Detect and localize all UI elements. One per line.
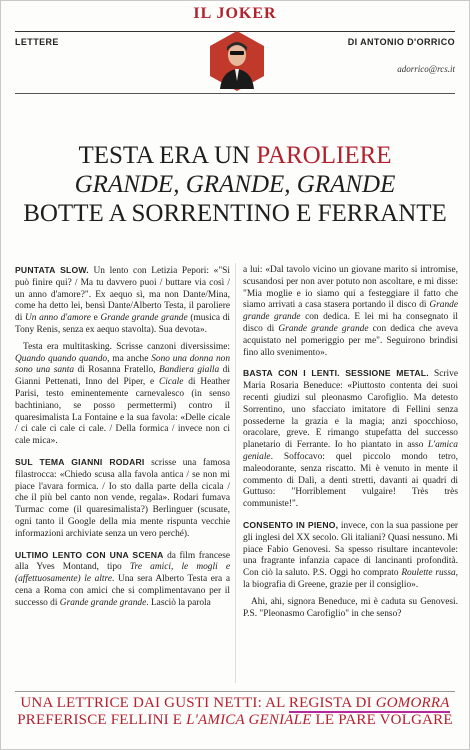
paragraph [15, 342, 230, 448]
text: (musica di Tony Renis, senza ex aequo stavolta). Sua devota». [15, 313, 230, 335]
section-label: LETTERE [15, 37, 59, 47]
headline-line-3: BOTTE A SORRENTINO E FERRANTE [23, 200, 447, 227]
headline-highlight: PAROLIERE [256, 142, 392, 169]
italic-title: Un anno d'amore [25, 313, 91, 324]
italic-title: Grande grande grande [59, 597, 147, 608]
text: LE PARE VOLGARE [311, 712, 453, 728]
italic-title: Roulette russa [401, 568, 456, 579]
column-title: IL JOKER [193, 5, 277, 22]
text: di Heather Parisi, testo eminentemente carnevalesco (in senso bachtiniano, se posso permettermi) contro il quaresimalista La Fontaine e la sua favola: «Delle cicale / ci cale ci cale ci cale. / Della formica / invece non ci cale mica». [15, 377, 230, 447]
pull-quote-line-2 [1, 712, 469, 729]
paragraph [243, 265, 458, 359]
paragraph-lead: SUL TEMA GIANNI RODARI [15, 456, 145, 467]
headline-line-2: GRANDE, GRANDE, GRANDE [74, 171, 396, 198]
italic-title: Sono una donna non sono una santa [15, 353, 231, 376]
text: e [90, 313, 101, 324]
column-divider [235, 263, 236, 683]
text: da film francese alla Yves Montand, tipo [15, 550, 230, 573]
text: Ahi, ahi, signora Beneduce, mi è caduta su Genovesi. P.S. "Pleonasmo Carofiglio" in che senso? [243, 596, 458, 619]
text: di Rosanna Fratello, [74, 365, 159, 376]
footer-rule [15, 691, 455, 692]
paragraph [15, 265, 230, 337]
text: scrisse una famosa filastrocca: «Chiedo scusa alla favola antica / se non mi piace l'avara formica. / Io sto dalla parte della cicala / che il più bel canto non vende, regala». Rodari fumava Turmac come (il quaresimalista?) Berlinguer (scusate, ogni tanto il Google della mia mente rispunta vecchie informazioni archiviate senza un vero perché). [15, 457, 230, 539]
paragraph [15, 550, 230, 610]
paragraph [15, 457, 230, 541]
headline-text: TESTA ERA UN [78, 142, 257, 169]
text: . Soffocavo: quel piccolo mondo tetro, maleodorante, senza riscatto. Mi è venuto in mente il commento di Dalì, a denti stretti, davanti ai quadri di Guttuso: "Horriblement vulgaire! Très très communiste!". [243, 451, 458, 510]
author-email: adorrico@rcs.it [397, 64, 455, 74]
paragraph [243, 597, 458, 621]
paragraph-lead: BASTA CON I LENTI. SESSIONE METAL. [243, 368, 429, 379]
text: invece, con la sua passione per gli inglesi del XX secolo. Gli italiani? Quasi nessuno. Mi piace Fabio Genovesi. Sa spesso risultare incantevole: una fragrante infanzia capace di lancinanti profondità. Con ciò la saluto. P.S. Oggi ho comprato [243, 520, 458, 579]
left-column [15, 265, 230, 615]
pull-quote-line-1 [1, 695, 469, 712]
text: con dedica. E lei mi ha consegnato il disco di [243, 312, 458, 334]
italic-title: Grande grande grande [100, 313, 188, 324]
paragraph [243, 368, 458, 511]
author-portrait [210, 31, 264, 91]
italic-title: Grande grande grande [278, 323, 369, 334]
italic-title: Tre amici, le mogli e (affettuosamente) le altre [15, 562, 230, 585]
text: PREFERISCE FELLINI E [17, 712, 187, 728]
text: REGISTA DI [288, 695, 376, 711]
italic-title: Quando quando quando [15, 353, 108, 364]
text: con dedica che aveva acquistato nel pomeriggio per me". Seguirono brindisi fino allo svenimento». [243, 323, 458, 358]
author-byline: DI ANTONIO D'ORRICO [347, 37, 455, 47]
paragraph [243, 520, 458, 592]
header-bottom-rule [15, 93, 455, 94]
pull-quote [1, 695, 469, 729]
italic-title: Cicale [158, 377, 184, 388]
italic-title: Grande grande grande [243, 300, 458, 323]
text: Scrive Maria Rosaria Beneduce: «Piuttosto contenta dei suoi recenti giudizi sul pleonasmo Carofiglio. Ma detesto Sorrentino, uno sfacciato imitatore di Fellini senza possederne la grazia e la magia; anzi spocchioso, oracolare, greve. E rimango stupefatta del successo planetario di Ferrante. Io ho piantato in asso [243, 369, 458, 451]
right-column [243, 265, 458, 625]
text: Un lento con Letizia Pepori: «"Si può finire qui? / Ma tu davvero puoi / buttare via così / un anno d'amore?". Ex aequo sì, ma non Dante/Mina, come ha detto lei, bensì Dante/Alberto Testa, il paroliere di [15, 266, 230, 324]
text: , la biografia di Greene, grazie per il consiglio». [243, 568, 458, 590]
paragraph-lead: PUNTATA SLOW. [15, 265, 89, 275]
text: a lui: «Dal tavolo vicino un giovane marito si intromise, scusandosi per non aver potuto non ascoltare, e mi disse: "Mia moglie e io siamo qui a festeggiare il fatto che siamo arrivati a casa stasera portando il disco di [243, 265, 458, 311]
paragraph-lead: ULTIMO LENTO CON UNA SCENA [15, 549, 164, 560]
italic-title: GOMORRA [375, 695, 450, 711]
italic-title: L'amica geniale [243, 440, 458, 462]
italic-title: L'AMICA GENIALE [186, 712, 312, 728]
text: . Una sera Alberto Testa era a cena a Roma con amici che si complimentavano per il successo di [15, 574, 230, 608]
text: , ma anche [107, 353, 152, 364]
paragraph-lead: CONSENTO IN PIENO, [243, 519, 339, 530]
headline-line-1 [1, 141, 469, 170]
text: Testa era multitasking. Scrisse canzoni diversissime: [23, 341, 230, 352]
italic-title: Bandiera gialla [158, 365, 220, 376]
headline [1, 141, 469, 228]
text: . Lasciò la parola [146, 597, 211, 608]
highlighted-phrase [289, 695, 450, 713]
text: UNA LETTRICE DAI GUSTI NETTI: AL [20, 695, 289, 711]
text: di Gianni Pettenati, Inno del Piper, e [15, 365, 230, 388]
